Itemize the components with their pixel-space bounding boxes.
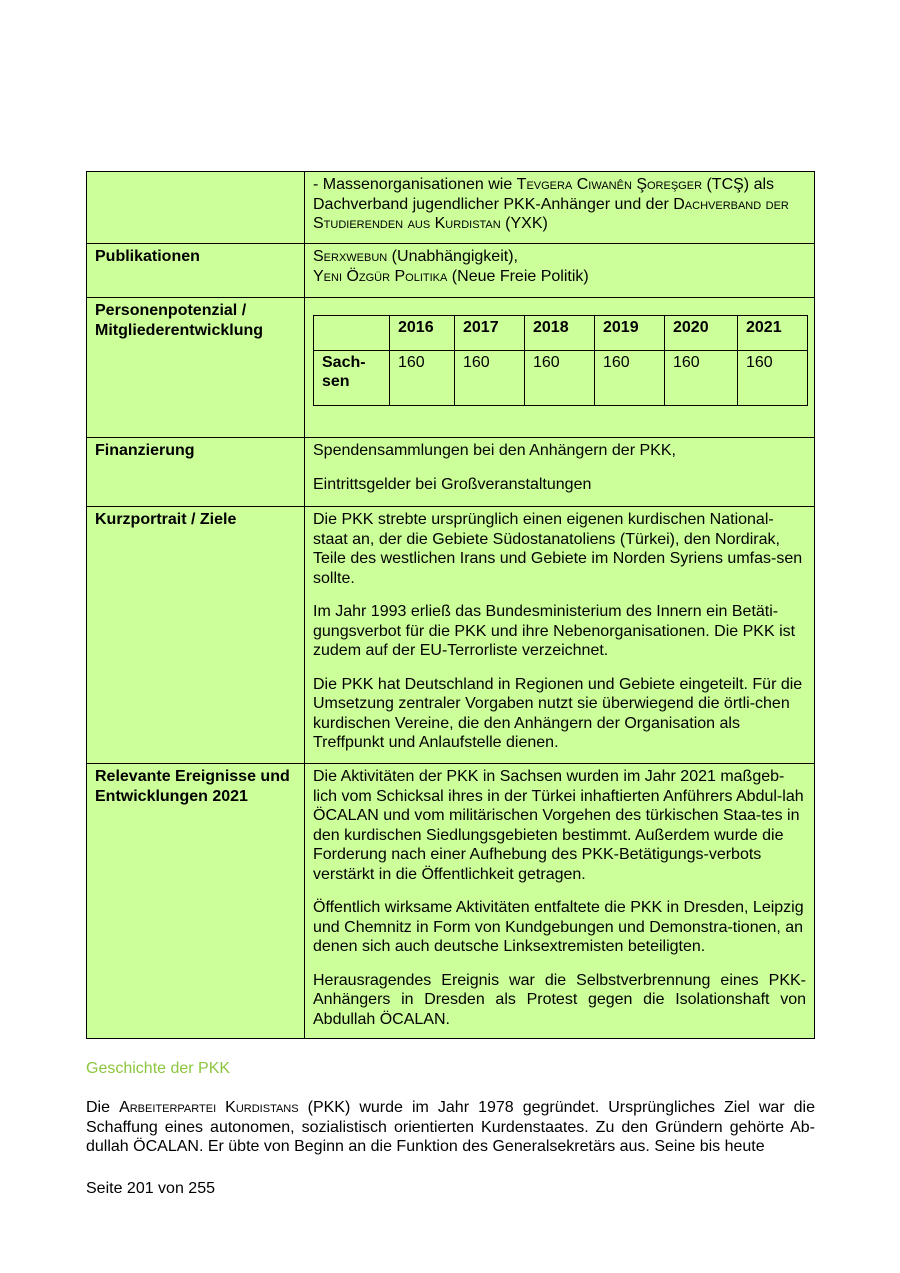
section-heading: Geschichte der PKK bbox=[86, 1060, 231, 1077]
kurzportrait-cell bbox=[305, 507, 815, 764]
kurzportrait-label: Kurzportrait / Ziele bbox=[87, 507, 305, 764]
org-text: (TCŞ) als Dachverband jugendlicher PKK-Anhänger und der bbox=[313, 176, 775, 213]
empty-label-cell bbox=[87, 172, 305, 244]
personenpotenzial-label: Personenpotenzial / Mitgliederentwicklung bbox=[87, 298, 305, 438]
member-count: 160 bbox=[738, 351, 808, 406]
member-count: 160 bbox=[390, 351, 455, 406]
publication-yeni-ozgur-politika: Yeni Özgür Politika bbox=[313, 267, 448, 285]
year-header: 2021 bbox=[738, 316, 808, 351]
finanzierung-label: Finanzierung bbox=[87, 438, 305, 507]
body-paragraph bbox=[86, 1098, 815, 1157]
org-text: - Massenorganisationen wie bbox=[313, 176, 517, 193]
publication-translation: (Unabhängigkeit), bbox=[387, 248, 518, 265]
finanzierung-cell bbox=[305, 438, 815, 507]
year-header: 2020 bbox=[665, 316, 738, 351]
org-name-tcs: Tevgera Ciwanên Şoreşger bbox=[516, 176, 703, 193]
personenpotenzial-cell bbox=[305, 298, 815, 438]
membership-data-row bbox=[314, 351, 808, 406]
party-name: Arbeiterpartei Kurdistans bbox=[119, 1099, 299, 1116]
finanzierung-line: Eintrittsgelder bei Großveranstaltungen bbox=[313, 475, 592, 493]
ereignisse-paragraph: Die Aktivitäten der PKK in Sachsen wurden im Jahr 2021 maßgeb-lich vom Schicksal ihres in der Türkei inhaftierten Anführers Abdul-lah ÖCALAN und vom militärischen Vorgehen des türkischen Staa-tes in den kurdischen Siedlungsgebieten bestimmt. Außerdem wurde die Forderung nach einer Aufhebung des PKK-Betätigungs-verbots verstärkt in die Öffentlichkeit getragen. bbox=[313, 768, 804, 883]
state-label: Sach- sen bbox=[314, 351, 390, 406]
org-name-yxk: Dachverband der Studierenden aus Kurdistan bbox=[313, 195, 789, 232]
ereignisse-paragraph: Herausragendes Ereignis war die Selbstverbrennung eines PKK-Anhängers in Dresden als Protest gegen die Isolationshaft von Abdullah ÖCALAN. bbox=[313, 971, 806, 1028]
year-header: 2018 bbox=[525, 316, 595, 351]
kurzportrait-paragraph: Die PKK hat Deutschland in Regionen und Gebiete eingeteilt. Für die Umsetzung zentraler Vorgaben nutzt sie überwiegend die örtli-chen kurdischen Vereine, die den Anhängern der Organisation als Treffpunkt und Anlaufstelle dienen. bbox=[313, 675, 803, 751]
kurzportrait-paragraph: Im Jahr 1993 erließ das Bundesministerium des Innern ein Betäti-gungsverbot für die PKK und ihre Nebenorganisationen. Die PKK ist zudem auf der EU-Terrorliste verzeichnet. bbox=[313, 603, 796, 659]
body-text: Die bbox=[86, 1099, 120, 1116]
ereignisse-cell bbox=[305, 764, 815, 1039]
table-row bbox=[87, 438, 815, 507]
member-count: 160 bbox=[595, 351, 665, 406]
table-row bbox=[87, 507, 815, 764]
info-table bbox=[86, 171, 815, 1039]
publikationen-cell bbox=[305, 244, 815, 298]
ereignisse-label: Relevante Ereignisse und Entwicklungen 2021 bbox=[87, 764, 305, 1039]
membership-table bbox=[313, 315, 808, 406]
ereignisse-paragraph: Öffentlich wirksame Aktivitäten entfaltete die PKK in Dresden, Leipzig und Chemnitz in Form von Kundgebungen und Demonstra-tionen, an denen sich auch deutsche Linksextremisten beteiligten. bbox=[313, 899, 804, 955]
year-header: 2017 bbox=[455, 316, 525, 351]
publication-serxwebun: Serxwebun bbox=[313, 248, 388, 265]
publikationen-label: Publikationen bbox=[87, 244, 305, 298]
table-row bbox=[87, 172, 815, 244]
membership-header-row bbox=[314, 316, 808, 351]
year-header: 2016 bbox=[390, 316, 455, 351]
org-text: (YXK) bbox=[500, 215, 548, 232]
table-row bbox=[87, 244, 815, 298]
table-row bbox=[87, 298, 815, 438]
empty-header-cell bbox=[314, 316, 390, 351]
publication-translation: (Neue Freie Politik) bbox=[447, 267, 589, 285]
year-header: 2019 bbox=[595, 316, 665, 351]
member-count: 160 bbox=[455, 351, 525, 406]
page-number: Seite 201 von 255 bbox=[86, 1180, 215, 1197]
body-text: (PKK) wurde im Jahr 1978 gegründet. Ursprüngliches Ziel war die Schaffung eines autonomen, sozialistisch orientierten Kurdenstaates. Zu den Gründern gehörte Ab-dullah ÖCALAN. Er übte von Beginn an die Funktion des Generalsekretärs aus. Seine bis heute bbox=[86, 1099, 816, 1156]
table-row bbox=[87, 764, 815, 1039]
organisations-cell bbox=[305, 172, 815, 244]
finanzierung-line: Spendensammlungen bei den Anhängern der PKK, bbox=[313, 442, 676, 459]
member-count: 160 bbox=[665, 351, 738, 406]
kurzportrait-paragraph: Die PKK strebte ursprünglich einen eigenen kurdischen National-staat an, der die Gebiete Südostanatoliens (Türkei), den Nordirak, Teile des westlichen Irans und Gebiete im Norden Syriens umfas-sen sollte. bbox=[313, 511, 803, 587]
member-count: 160 bbox=[525, 351, 595, 406]
